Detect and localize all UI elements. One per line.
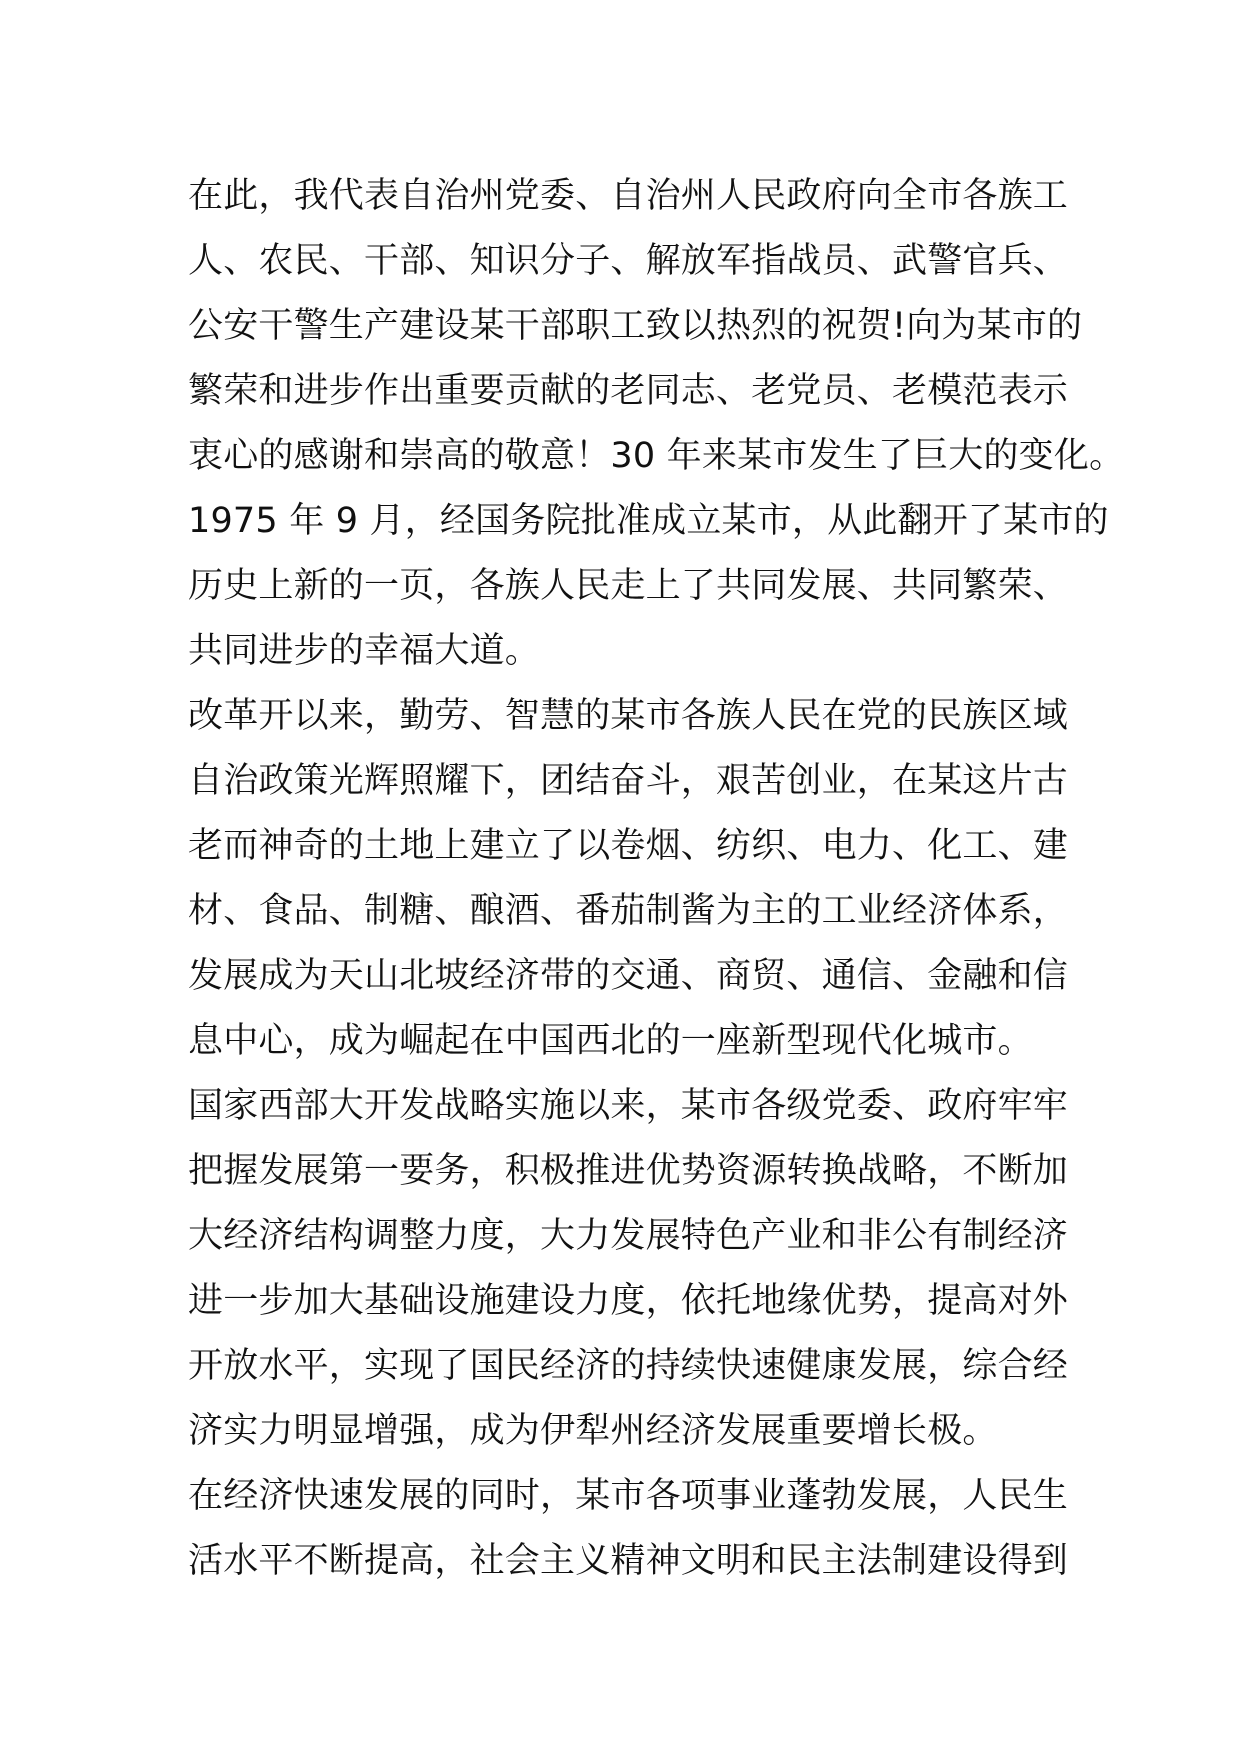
text-line: 材、食品、制糖、酿酒、番茄制酱为主的工业经济体系， xyxy=(188,891,1069,931)
text-line: 发展成为天山北坡经济带的交通、商贸、通信、金融和信 xyxy=(188,956,1069,996)
text-line: 改革开以来，勤劳、智慧的某市各族人民在党的民族区域 xyxy=(188,696,1069,736)
text-line: 进一步加大基础设施建设力度，依托地缘优势，提高对外 xyxy=(188,1281,1069,1321)
text-line: 活水平不断提高，社会主义精神文明和民主法制建设得到 xyxy=(188,1541,1069,1581)
text-line: 把握发展第一要务，积极推进优势资源转换战略，不断加 xyxy=(188,1151,1069,1191)
text-line: 繁荣和进步作出重要贡献的老同志、老党员、老模范表示 xyxy=(188,371,1069,411)
text-line: 大经济结构调整力度，大力发展特色产业和非公有制经济 xyxy=(188,1216,1069,1256)
text-line: 开放水平，实现了国民经济的持续快速健康发展，综合经 xyxy=(188,1346,1069,1386)
text-line: 在经济快速发展的同时，某市各项事业蓬勃发展，人民生 xyxy=(188,1476,1069,1516)
text-line: 息中心，成为崛起在中国西北的一座新型现代化城市。 xyxy=(188,1021,1033,1061)
text-line: 共同进步的幸福大道。 xyxy=(188,631,541,671)
text-line: 1975 年 9 月，经国务院批准成立某市，从此翻开了某市的 xyxy=(188,501,1109,541)
text-line: 在此，我代表自治州党委、自治州人民政府向全市各族工 xyxy=(188,176,1069,216)
text-line: 自治政策光辉照耀下，团结奋斗，艰苦创业，在某这片古 xyxy=(188,761,1069,801)
text-line: 公安干警生产建设某干部职工致以热烈的祝贺!向为某市的 xyxy=(188,306,1083,346)
text-line: 人、农民、干部、知识分子、解放军指战员、武警官兵、 xyxy=(188,241,1069,281)
text-line: 国家西部大开发战略实施以来，某市各级党委、政府牢牢 xyxy=(188,1086,1069,1126)
text-line: 老而神奇的土地上建立了以卷烟、纺织、电力、化工、建 xyxy=(188,826,1069,866)
text-line: 济实力明显增强，成为伊犁州经济发展重要增长极。 xyxy=(188,1411,998,1451)
text-line: 衷心的感谢和崇高的敬意！30 年来某市发生了巨大的变化。 xyxy=(188,436,1125,476)
text-line: 历史上新的一页，各族人民走上了共同发展、共同繁荣、 xyxy=(188,566,1069,606)
body-text xyxy=(188,164,1125,1594)
